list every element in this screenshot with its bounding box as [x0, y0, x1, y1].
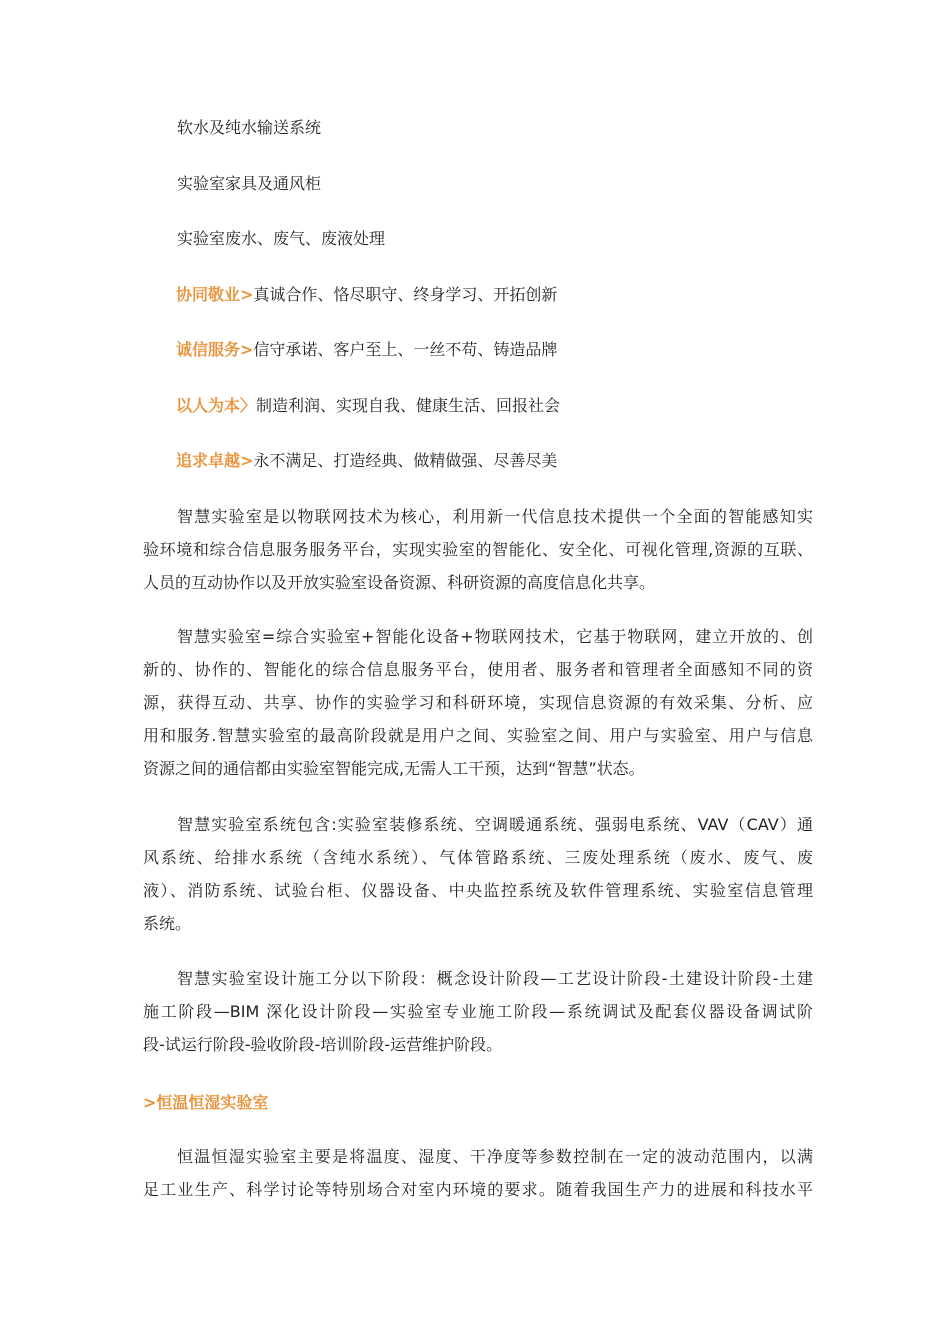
list-item: 软水及纯水输送系统 [177, 118, 322, 137]
paragraph [143, 808, 813, 940]
value-item [176, 282, 557, 305]
paragraph-line: 人员的互动协作以及开放实验室设备资源、科研资源的高度信息化共享。 [143, 573, 656, 592]
value-text: 制造利润、实现自我、健康生活、回报社会 [256, 396, 561, 415]
paragraph-line: 源，获得互动、共享、协作的实验学习和科研环境，实现信息资源的有效采集、分析、应 [143, 693, 813, 712]
paragraph [143, 1140, 813, 1206]
paragraph-line: 段-试运行阶段-验收阶段-培训阶段-运营维护阶段。 [143, 1035, 503, 1054]
value-text: 真诚合作、恪尽职守、终身学习、开拓创新 [253, 285, 558, 304]
value-label: 以人为本〉 [176, 396, 257, 415]
paragraph-line: 智慧实验室=综合实验室+智能化设备+物联网技术，它基于物联网，建立开放的、创 [177, 627, 813, 646]
paragraph-line: 新的、协作的、智能化的综合信息服务平台，使用者、服务者和管理者全面感知不同的资 [143, 660, 813, 679]
value-text: 永不满足、打造经典、做精做强、尽善尽美 [253, 451, 558, 470]
paragraph-line: 风系统、给排水系统（含纯水系统）、气体管路系统、三废处理系统（废水、废气、废 [143, 848, 813, 867]
list-item: 实验室家具及通风柜 [177, 174, 322, 193]
paragraph-line: 液）、消防系统、试验台柜、仪器设备、中央监控系统及软件管理系统、实验室信息管理 [143, 881, 813, 900]
section-heading: >恒温恒湿实验室 [143, 1093, 269, 1112]
value-label: 追求卓越> [176, 451, 254, 470]
paragraph-line: 施工阶段—BIM 深化设计阶段—实验室专业施工阶段—系统调试及配套仪器设备调试阶 [143, 1002, 813, 1021]
paragraph-line: 足工业生产、科学讨论等特别场合对室内环境的要求。随着我国生产力的进展和科技水平 [143, 1180, 813, 1199]
paragraph [143, 962, 813, 1061]
paragraph-line: 资源之间的通信都由实验室智能完成,无需人工干预，达到“智慧”状态。 [143, 759, 645, 778]
paragraph-line: 用和服务.智慧实验室的最高阶段就是用户之间、实验室之间、用户与实验室、用户与信息 [143, 726, 813, 745]
paragraph-line: 恒温恒湿实验室主要是将温度、湿度、干净度等参数控制在一定的波动范围内，以满 [177, 1147, 813, 1166]
value-item [176, 448, 557, 471]
paragraph-line: 系统。 [143, 914, 192, 933]
value-label: 诚信服务> [176, 340, 254, 359]
paragraph-line: 验环境和综合信息服务服务平台，实现实验室的智能化、安全化、可视化管理,资源的互联、 [143, 540, 813, 559]
value-item [176, 393, 560, 416]
value-text: 信守承诺、客户至上、一丝不苟、铸造品牌 [253, 340, 558, 359]
list-item: 实验室废水、废气、废液处理 [177, 229, 386, 248]
paragraph [143, 620, 813, 785]
paragraph-line: 智慧实验室系统包含:实验室装修系统、空调暖通系统、强弱电系统、VAV（CAV）通 [177, 815, 813, 834]
paragraph-line: 智慧实验室是以物联网技术为核心，利用新一代信息技术提供一个全面的智能感知实 [177, 507, 813, 526]
paragraph [143, 500, 813, 599]
paragraph-line: 智慧实验室设计施工分以下阶段：概念设计阶段—工艺设计阶段-土建设计阶段-土建 [177, 969, 813, 988]
value-label: 协同敬业> [176, 285, 254, 304]
value-item [176, 337, 557, 360]
